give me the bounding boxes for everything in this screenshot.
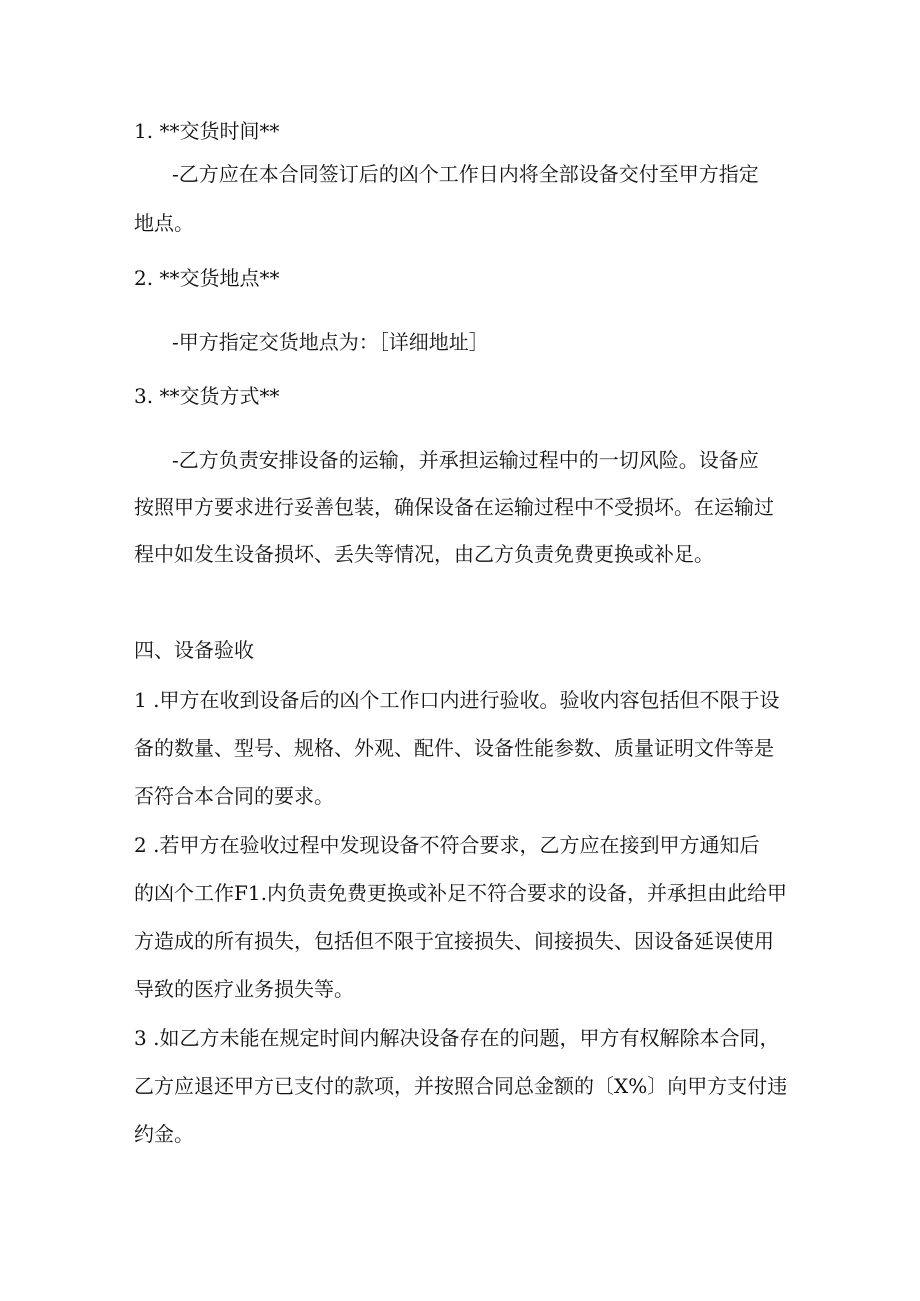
delivery-time-text-line2: 地点。 [134, 211, 194, 235]
acceptance-p2-line1: 2 .若甲方在验收过程中发现设备不符合要求，乙方应在接到甲方通知后 [134, 833, 760, 857]
acceptance-p3-line3: 约金。 [134, 1122, 194, 1146]
acceptance-p2-line2: 的凶个工作F1.内负责免费更换或补足不符合要求的设备，并承担由此给甲 [134, 881, 787, 905]
acceptance-p1-line1: 1 .甲方在收到设备后的凶个工作口内进行验收。验收内容包括但不限于设 [134, 688, 780, 712]
acceptance-p2-line4: 导致的医疗业务损失等。 [134, 977, 354, 1001]
acceptance-p3-line1: 3 .如乙方未能在规定时间内解决设备存在的问题，甲方有权解除本合同， [134, 1026, 780, 1050]
delivery-location-title: 2. **交货地点** [134, 266, 280, 290]
delivery-time-title: 1. **交货时间** [134, 119, 280, 143]
delivery-method-text-line2: 按照甲方要求进行妥善包装，确保设备在运输过程中不受损坏。在运输过 [134, 495, 774, 519]
acceptance-p1-line3: 否符合本合同的要求。 [134, 784, 334, 808]
acceptance-p1-line2: 备的数量、型号、规格、外观、配件、设备性能参数、质量证明文件等是 [134, 736, 774, 760]
delivery-method-text-line3: 程中如发生设备损坏、丢失等情况，由乙方负责免费更换或补足。 [134, 542, 714, 566]
delivery-location-text: -甲方指定交货地点为：［详细地址］ [172, 330, 489, 354]
delivery-method-text-line1: -乙方负责安排设备的运输，并承担运输过程中的一切风险。设备应 [172, 448, 759, 472]
acceptance-p3-line2: 乙方应退还甲方已支付的款项，并按照合同总金额的〔X%〕向甲方支付违 [134, 1074, 788, 1098]
delivery-time-text-line1: -乙方应在本合同签订后的凶个工作日内将全部设备交付至甲方指定 [172, 162, 759, 186]
acceptance-p2-line3: 方造成的所有损失，包括但不限于宜接损失、间接损失、因设备延误使用 [134, 929, 774, 953]
section-heading-acceptance: 四、设备验收 [134, 638, 254, 662]
delivery-method-title: 3. **交货方式** [134, 384, 280, 408]
